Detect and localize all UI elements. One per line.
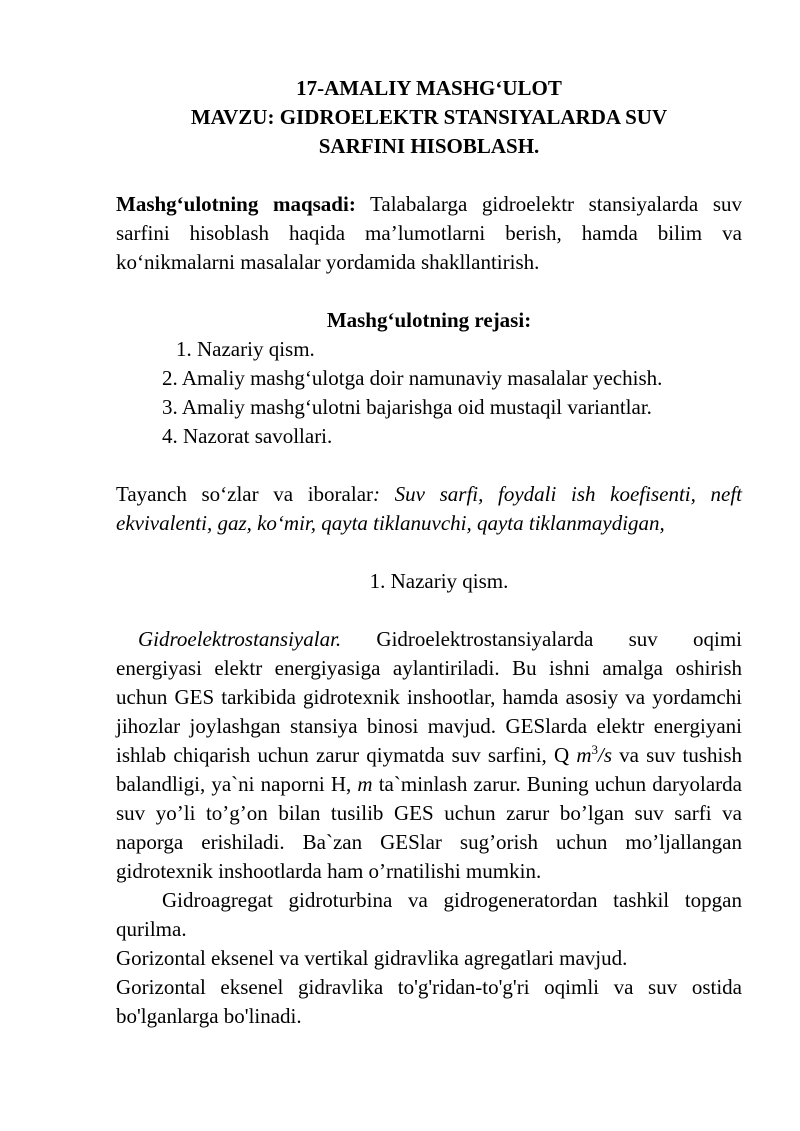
- plan-item: 3. Amaliy mashg‘ulotni bajarishga oid mustaqil variantlar.: [162, 395, 652, 419]
- section-heading: 1. Nazariy qism.: [369, 569, 509, 593]
- keywords-label: Tayanch so‘zlar va iboralar: [116, 482, 374, 506]
- body-paragraph-4: Gorizontal eksenel gidravlika to'g'ridan-to'g'ri oqimli va suv ostida bo'lganlarga bo'linadi.: [116, 975, 742, 1028]
- document-page: [116, 74, 742, 1031]
- term-gidroelektrostansiyalar: Gidroelektrostansiyalar.: [138, 627, 342, 651]
- body-paragraph-1: Gidroelektrostansiyalar. Gidroelektrostansiyalarda suv oqimi energiyasi elektr energiyasiga aylantiriladi. Bu ishni amalga oshirish uchun GES tarkibida gidrotexnik inshootlar, hamda asosiy va yordamchi jihozlar joylashgan stansiya binosi mavjud. GESlarda elektr energiyani ishlab chiqarish uchun zarur qiymatda suv sarfini, Q $m^3/s$ va suv tushish balandligi, ya`ni naporni H, m ta`minlash zarur. Buning uchun daryolarda suv yo’li to’g’on bilan tusilib GES uchun zarur bo’lgan suv sarfi va naporga erishiladi. Ba`zan GESlar sug’orish uchun mo’ljallangan gidrotexnik inshootlarda ham o’rnatilishi mumkin.: [116, 627, 743, 883]
- title-line-1: 17-AMALIY MASHG‘ULOT: [296, 76, 562, 100]
- keywords-text: : Suv sarfi, foydali ish koefisenti, neft ekvivalenti, gaz, ko‘mir, qayta tiklanuvchi, qayta tiklanmaydigan,: [116, 482, 743, 535]
- plan-list: [116, 335, 742, 451]
- body-paragraph-2: Gidroagregat gidroturbina va gidrogeneratordan tashkil topgan qurilma.: [116, 888, 742, 941]
- plan-item: 2. Amaliy mashg‘ulotga doir namunaviy masalalar yechish.: [162, 366, 663, 390]
- plan-item: 1. Nazariy qism.: [176, 337, 315, 361]
- document-title: [116, 74, 742, 161]
- goal-paragraph: [116, 190, 742, 277]
- goal-text: Talabalarga gidroelektr stansiyalarda suv sarfini hisoblash haqida ma’lumotlarni berish, hamda bilim va ko‘nikmalarni masalalar yordamida shakllantirish.: [116, 192, 743, 274]
- goal-label: Mashg‘ulotning maqsadi:: [116, 192, 356, 216]
- title-line-2: MAVZU: GIDROELEKTR STANSIYALARDA SUV: [190, 105, 668, 129]
- keywords-paragraph: [116, 480, 742, 538]
- body-paragraph-3: Gorizontal eksenel va vertikal gidravlika agregatlari mavjud.: [116, 946, 628, 970]
- title-line-3: SARFINI HISOBLASH.: [318, 134, 540, 158]
- plan-item: 4. Nazorat savollari.: [162, 424, 333, 448]
- plan-heading: Mashg‘ulotning rejasi:: [326, 308, 532, 332]
